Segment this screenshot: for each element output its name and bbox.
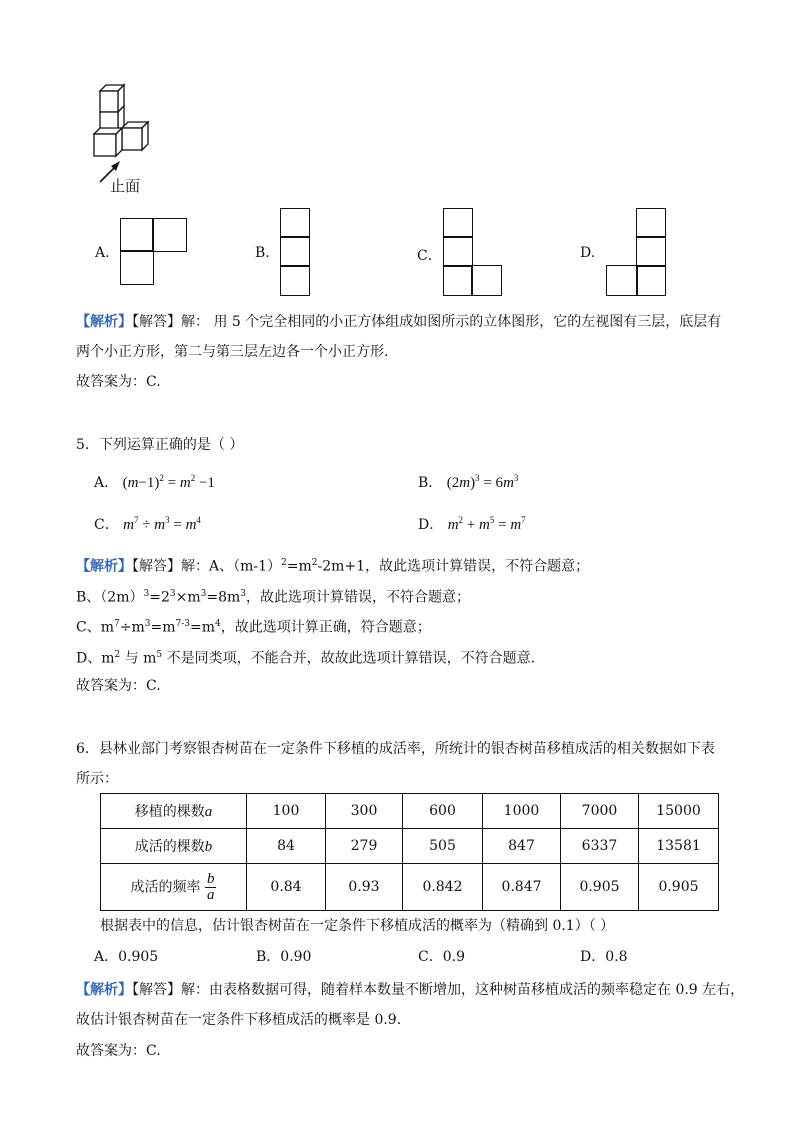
- fraction: $\frac{b}{a}$: [206, 870, 215, 903]
- q5-analysis-line1: 【解析】【解答】解：A、$(m-1)^2=m^2-2m+1$，故此选项计算错误，不符合题意；: [76, 558, 590, 575]
- q5-answer: 故答案为：C.: [76, 678, 161, 694]
- analysis-tag: 【解析】: [76, 982, 132, 998]
- table-cell: 13581: [639, 829, 719, 864]
- table-cell: 0.905: [561, 864, 639, 911]
- table-cell: 300: [326, 794, 403, 829]
- q6-stem-line2: 所示：: [76, 771, 118, 787]
- table-cell: 0.905: [639, 864, 719, 911]
- q4-analysis-line2: 两个小正方形，第二与第三层左边各一个小正方形.: [76, 344, 389, 360]
- table-cell: 600: [403, 794, 483, 829]
- q5-option-b: B． $(2m)^3 = 6m^3$: [418, 473, 519, 491]
- q6-option-d: D．0.8: [580, 949, 628, 965]
- survival-table: [100, 793, 719, 911]
- option-b-label: B.: [255, 245, 270, 261]
- q5-option-c: C． $m^7 \div m^3 = m^4$: [94, 515, 201, 533]
- q4-answer: 故答案为：C.: [76, 374, 161, 390]
- q5-analysis-line3: C、$m^7\div m^3=m^{7-3}=m^4$，故此选项计算正确，符合题意；: [76, 619, 431, 636]
- q4-analysis-line1: 【解析】【解答】解： 用 5 个完全相同的小正方体组成如图所示的立体图形，它的左视图有三层，底层有: [76, 314, 722, 330]
- table-row: [101, 794, 719, 829]
- table-cell: 505: [403, 829, 483, 864]
- q5-analysis-line4: D、$m^2$ 与 $m^5$ 不是同类项，不能合并，故故此选项计算错误，不符合题意.: [76, 650, 536, 667]
- table-cell: 0.84: [247, 864, 326, 911]
- table-cell: 15000: [639, 794, 719, 829]
- table-cell: 279: [326, 829, 403, 864]
- row-header: 移植的棵数a: [101, 794, 247, 829]
- analysis-tag: 【解析】: [76, 558, 132, 575]
- q6-answer: 故答案为：C.: [76, 1043, 161, 1059]
- option-c-label: C．: [417, 248, 442, 264]
- q6-option-a: A．0.905: [94, 949, 159, 965]
- q5-analysis-line2: B、$(2m)^3=2^3\times m^3=8m^3$，故此选项计算错误，不符合题意；: [76, 589, 470, 606]
- table-cell: 847: [483, 829, 561, 864]
- table-cell: 0.93: [326, 864, 403, 911]
- table-cell: 0.842: [403, 864, 483, 911]
- table-cell: 84: [247, 829, 326, 864]
- q6-option-b: B．0.90: [256, 949, 312, 965]
- row-header: 成活的频率 $\frac{b}{a}$: [101, 864, 247, 911]
- front-label: 止面: [110, 177, 141, 195]
- q6-stem-line1: 6．县林业部门考察银杏树苗在一定条件下移植的成活率，所统计的银杏树苗移植成活的相关数据如下表: [76, 741, 715, 757]
- analysis-tag: 【解析】: [76, 314, 132, 330]
- table-cell: 7000: [561, 794, 639, 829]
- q6-analysis-line1: 【解析】【解答】解：由表格数据可得，随着样本数量不断增加，这种树苗移植成活的频率稳定在 0.9 左右，: [76, 982, 745, 998]
- table-row: [101, 864, 719, 911]
- row-header: 成活的棵数b: [101, 829, 247, 864]
- q5-stem: 5．下列运算正确的是（ ）: [76, 437, 244, 453]
- q5-option-a: A． $(m-1)^2 = m^2 -1$: [94, 473, 215, 491]
- table-cell: 100: [247, 794, 326, 829]
- q6-option-c: C．0.9: [418, 949, 465, 965]
- q6-analysis-line2: 故估计银杏树苗在一定条件下移植成活的概率是 0.9.: [76, 1012, 402, 1028]
- option-d-label: D.: [580, 245, 596, 261]
- table-cell: 0.847: [483, 864, 561, 911]
- table-cell: 6337: [561, 829, 639, 864]
- table-row: [101, 829, 719, 864]
- q5-option-d: D． $m^2 + m^5 = m^7$: [418, 515, 526, 533]
- option-a-label: A.: [95, 245, 110, 261]
- table-cell: 1000: [483, 794, 561, 829]
- q6-question: 根据表中的信息，估计银杏树苗在一定条件下移植成活的概率为（精确到 0.1）（ ）: [100, 918, 615, 934]
- cube-figure: [90, 78, 160, 168]
